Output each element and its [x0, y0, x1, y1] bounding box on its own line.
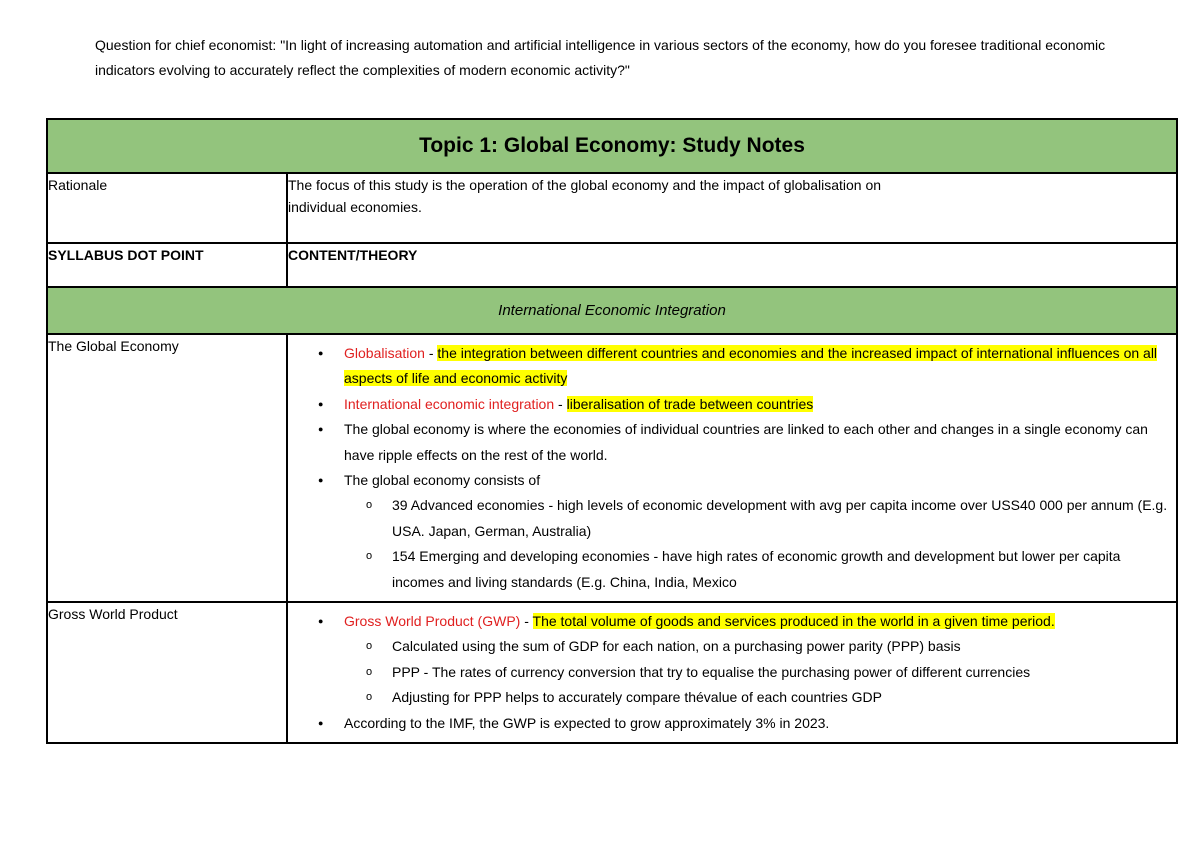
header-syllabus: SYLLABUS DOT POINT [47, 243, 287, 287]
rationale-row [47, 173, 1177, 243]
bullet-text: The global economy consists of [344, 472, 541, 489]
title-row [47, 119, 1177, 173]
rationale-line-1: The focus of this study is the operation of the global economy and the impact of globalisation on [288, 177, 882, 193]
section-row [47, 287, 1177, 334]
definition-highlight: liberalisation of trade between countries [566, 395, 814, 412]
list-item [288, 341, 1170, 392]
bullet-text: According to the IMF, the GWP is expected to grow approximately 3% in 2023. [344, 714, 830, 731]
table-title: Topic 1: Global Economy: Study Notes [419, 134, 805, 157]
list-item [288, 609, 1170, 711]
sub-list-item: o Calculated using the sum of GDP for each nation, on a purchasing power parity (PPP) basis [344, 634, 1170, 659]
separator: - [424, 345, 438, 361]
bullet-list [288, 603, 1176, 742]
sub-list-item: o 154 Emerging and developing economies - have high rates of economic growth and development but lower per capita incomes and living standards (E.g. China, India, Mexico [344, 544, 1170, 595]
rationale-line-2: individual economies. [288, 199, 422, 215]
bullet-text: The global economy is where the economies of individual countries are linked to each other and changes in a single economy can have ripple effects on the rest of the world. [344, 421, 1148, 463]
rationale-label: Rationale [47, 173, 287, 243]
term: Gross World Product (GWP) [344, 613, 521, 630]
definition-highlight: the integration between different countries and economies and the increased impact of international influences on all aspects of life and economic activity [344, 345, 1158, 387]
title-cell [47, 119, 1177, 173]
row-label: Gross World Product [47, 602, 287, 743]
sub-list [344, 493, 1170, 595]
definition-highlight: The total volume of goods and services produced in the world in a given time period. [532, 613, 1055, 630]
question-text: Question for chief economist: "In light of increasing automation and artificial intelligence in various sectors of the economy, how do you foresee traditional economic indicators evolving to accurately reflect the complexities of modern economic activity?" [95, 37, 1106, 78]
sub-list-item: o Adjusting for PPP helps to accurately compare thévalue of each countries GDP [344, 685, 1170, 710]
sub-list-item: o PPP - The rates of currency conversion that try to equalise the purchasing power of different currencies [344, 660, 1170, 685]
section-title: International Economic Integration [498, 302, 726, 319]
row-content [287, 602, 1177, 743]
sub-list [344, 634, 1170, 710]
header-content: CONTENT/THEORY [287, 243, 1177, 287]
rationale-text [287, 173, 1177, 243]
bullet-list [288, 335, 1176, 601]
list-item [288, 392, 1170, 417]
table-row [47, 602, 1177, 743]
list-item [288, 468, 1170, 595]
row-content [287, 334, 1177, 602]
separator: - [520, 613, 533, 630]
study-notes-table [46, 118, 1178, 744]
term: International economic integration [344, 395, 555, 412]
term: Globalisation [344, 345, 425, 361]
separator: - [554, 395, 567, 412]
table-row [47, 334, 1177, 602]
section-cell [47, 287, 1177, 334]
sub-list-item: o 39 Advanced economies - high levels of economic development with avg per capita income over USS40 000 per annum (E.g. USA. Japan, German, Australia) [344, 493, 1170, 544]
column-header-row [47, 243, 1177, 287]
list-item [288, 711, 1170, 736]
list-item [288, 417, 1170, 468]
row-label: The Global Economy [47, 334, 287, 602]
